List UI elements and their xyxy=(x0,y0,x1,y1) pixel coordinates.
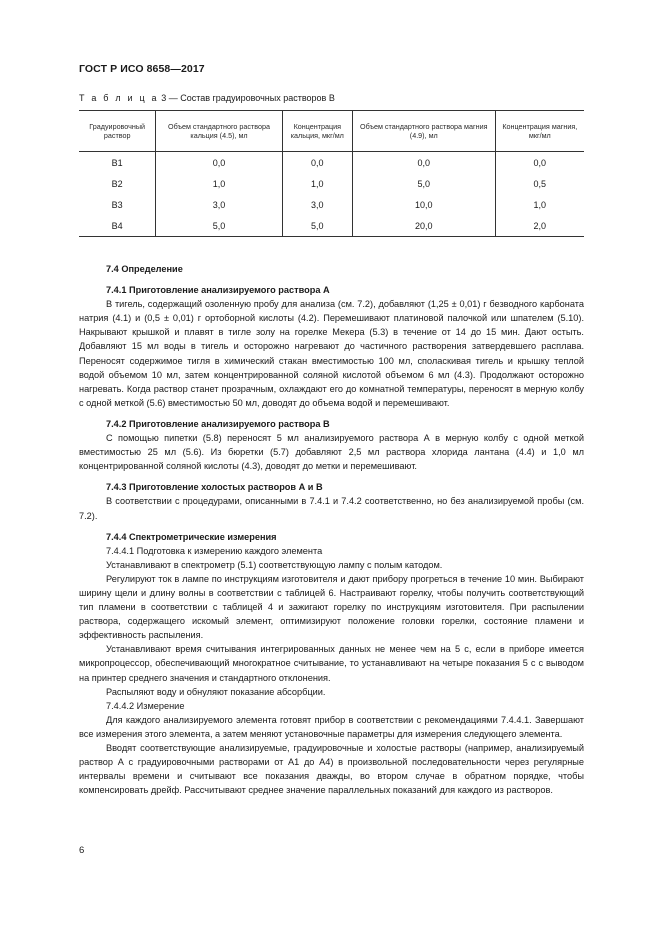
calibration-table xyxy=(79,110,584,237)
table-cell: 1,0 xyxy=(282,173,352,194)
paragraph: В тигель, содержащий озоленную пробу для анализа (см. 7.2), добавляют (1,25 ± 0,01) г безводного карбоната натрия (4.1) и (0,5 ± 0,01) г ортоборной кислоты (4.2). Перемешивают платиновой палочкой или шпателем (5.10). Накрывают крышкой и плавят в тигле золу на горелке Мекера (5.3) в течение от 14 до 15 мин. Дают остыть. Добавляют 15 мл воды в тигель и осторожно нагревают до частичного растворения затвердевшего расплава. Переносят содержимое тигля в химический стакан вместимостью 100 мл, споласкивая тигель и крышку теплой водой объемом 10 мл, затем концентрированной соляной кислотой объемом 6 мл (4.3). Продолжают осторожно нагревать. Когда раствор станет прозрачным, охлаждают его до комнатной температуры, переносят в мерную колбу с одной меткой (5.6) вместимостью 50 мл, доводят до объема водой и перемешивают. xyxy=(79,299,584,408)
table-row xyxy=(79,194,584,215)
paragraph: С помощью пипетки (5.8) переносят 5 мл анализируемого раствора А в мерную колбу с одной меткой вместимостью 25 мл (5.6). Из бюретки (5.7) добавляют 2,5 мл раствора хлорида лантана (4.4) и 1,0 мл концентрированной соляной кислоты (4.3), доводят до метки и перемешивают. xyxy=(79,433,584,472)
table-cell: 0,0 xyxy=(282,152,352,174)
paragraph: Устанавливают время считывания интегрированных данных не менее чем на 5 с, если в приборе имеется микропроцессор, обеспечивающий многократное считывание, то устанавливают на четыре показания 5 с с выводом на принтер среднего значения и стандартного отклонения. xyxy=(79,644,584,683)
page-number: 6 xyxy=(79,845,85,856)
paragraph: Распыляют воду и обнуляют показание абсорбции. xyxy=(106,686,326,697)
table-cell: 0,0 xyxy=(495,152,584,174)
section-heading: 7.4.1 Приготовление анализируемого раствора А xyxy=(106,285,330,296)
subsection-heading: 7.4.4.2 Измерение xyxy=(106,700,185,711)
section-heading: 7.4 Определение xyxy=(106,264,183,274)
section-heading: 7.4.4 Спектрометрические измерения xyxy=(106,531,277,542)
table-header-cell: Объем стандартного раствора кальция (4.5), мл xyxy=(156,111,282,152)
table-cell: 10,0 xyxy=(352,194,495,215)
table-cell: В3 xyxy=(111,199,123,210)
table-cell: 1,0 xyxy=(156,173,282,194)
document-header: ГОСТ Р ИСО 8658—2017 xyxy=(79,63,205,75)
table-cell: 5,0 xyxy=(352,173,495,194)
paragraph: Регулируют ток в лампе по инструкциям изготовителя и дают прибору прогреться в течение 10 мин. Выбирают ширину щели и длину волны в соответствии с таблицей 6. Настраивают горелку, чтобы получить соответствующий тип пламени в соответствии с таблицей 4 и зажигают горелку по инструкциям изготовителя. При распылении раствора, содержащего искомый элемент, оптимизируют положение головки горелки, состояние пламени и эффективность распыления. xyxy=(79,573,584,641)
table-row xyxy=(79,173,584,194)
table-cell: 20,0 xyxy=(352,215,495,237)
table-cell: 2,0 xyxy=(495,215,584,237)
table-cell: 3,0 xyxy=(156,194,282,215)
table-cell: 0,0 xyxy=(156,152,282,174)
paragraph: Для каждого анализируемого элемента готовят прибор в соответствии с рекомендациями 7.4.4.1. Завершают все измерения этого элемента, а затем меняют установочные параметры для измерения следующего элемента. xyxy=(79,714,584,739)
table-cell: 3,0 xyxy=(282,194,352,215)
table-cell: 5,0 xyxy=(156,215,282,237)
table-caption-prefix: Т а б л и ц а xyxy=(79,93,159,103)
table-caption-title: 3 — Состав градуировочных растворов В xyxy=(158,93,335,103)
table-header-cell: Объем стандартного раствора магния (4.9), мл xyxy=(352,111,495,152)
section-heading: 7.4.3 Приготовление холостых растворов А и В xyxy=(106,482,323,493)
table-row xyxy=(79,152,584,174)
table-header-cell: Концентрация кальция, мкг/мл xyxy=(282,111,352,152)
table-cell: 1,0 xyxy=(495,194,584,215)
table-header-cell: Градуировочный раствор xyxy=(79,111,156,152)
table-cell: В2 xyxy=(111,178,123,189)
table-cell: В4 xyxy=(79,215,156,237)
table-caption xyxy=(79,93,335,103)
table-cell: 0,0 xyxy=(352,152,495,174)
table-cell: 5,0 xyxy=(282,215,352,237)
table-row xyxy=(79,215,584,237)
table-cell: 0,5 xyxy=(495,173,584,194)
body-text xyxy=(79,262,584,797)
table-header-cell: Концентрация магния, мкг/мл xyxy=(495,111,584,152)
paragraph: Устанавливают в спектрометр (5.1) соответствующую лампу с полым катодом. xyxy=(106,559,443,570)
table-header-row xyxy=(79,111,584,152)
section-heading: 7.4.2 Приготовление анализируемого раствора В xyxy=(106,418,330,429)
paragraph: Вводят соответствующие анализируемые, градуировочные и холостые растворы (например, анализируемый раствор А с градуировочными растворами от А1 до А4) в произвольной последовательности через регулярные интервалы времени и считывают все показания дважды, во втором случае в обратном порядке, чтобы компенсировать дрейф. Рассчитывают среднее значение параллельных показаний для каждого из растворов. xyxy=(79,743,584,796)
table-cell: В1 xyxy=(111,157,123,168)
paragraph: В соответствии с процедурами, описанными в 7.4.1 и 7.4.2 соответственно, но без анализируемой пробы (см. 7.2). xyxy=(79,496,584,521)
subsection-heading: 7.4.4.1 Подготовка к измерению каждого элемента xyxy=(106,545,323,556)
